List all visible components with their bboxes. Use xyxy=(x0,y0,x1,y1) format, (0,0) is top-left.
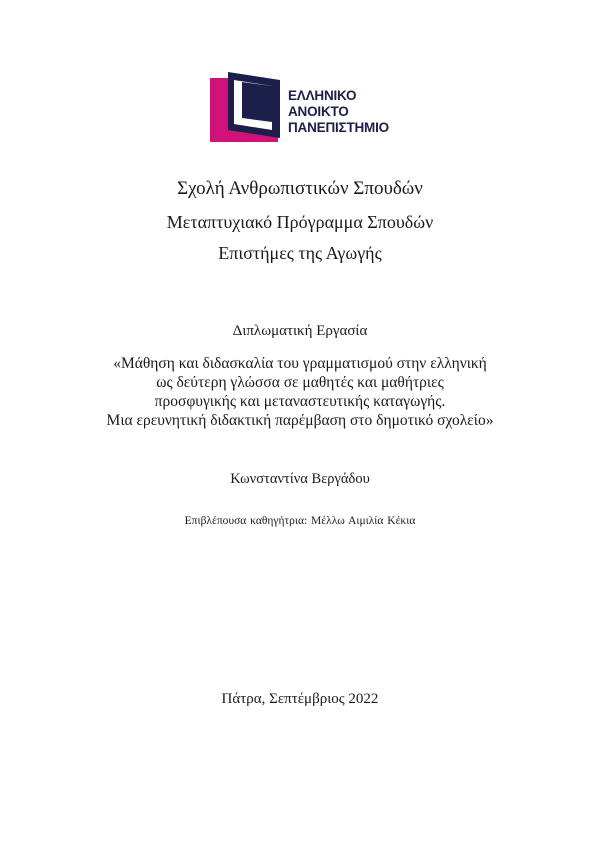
thesis-title xyxy=(0,354,600,430)
logo-line-3: ΠΑΝΕΠΙΣΤΗΜΙΟ xyxy=(288,120,389,135)
field-name: Επιστήμες της Αγωγής xyxy=(218,243,382,263)
place-and-date: Πάτρα, Σεπτέμβριος 2022 xyxy=(221,691,379,707)
thesis-title-line-2: ως δεύτερη γλώσσα σε μαθητές και μαθήτριες xyxy=(156,374,444,391)
logo-line-1: ΕΛΛΗΝΙΚΟ xyxy=(288,88,357,103)
supervisor-line: Επιβλέπουσα καθηγήτρια: Μέλλω Αιμιλία Κέκια xyxy=(184,515,416,527)
logo-line-2: ΑΝΟΙΚΤΟ xyxy=(288,104,349,119)
thesis-title-line-3: προσφυγικής και μεταναστευτικής καταγωγής. xyxy=(154,393,446,410)
logo-wordmark xyxy=(288,88,389,136)
program-name: Μεταπτυχιακό Πρόγραμμα Σπουδών xyxy=(166,212,434,232)
university-logo xyxy=(208,72,408,144)
logo-mark-icon xyxy=(208,72,286,144)
thesis-type-label: Διπλωματική Εργασία xyxy=(232,323,368,339)
author-name: Κωνσταντίνα Βεργάδου xyxy=(230,471,370,487)
thesis-title-line-4: Μια ερευνητική διδακτική παρέμβαση στο δημοτικό σχολείο» xyxy=(106,412,494,429)
thesis-title-line-1: «Μάθηση και διδασκαλία του γραμματισμού στην ελληνική xyxy=(113,355,487,372)
school-name: Σχολή Ανθρωπιστικών Σπουδών xyxy=(177,178,423,199)
